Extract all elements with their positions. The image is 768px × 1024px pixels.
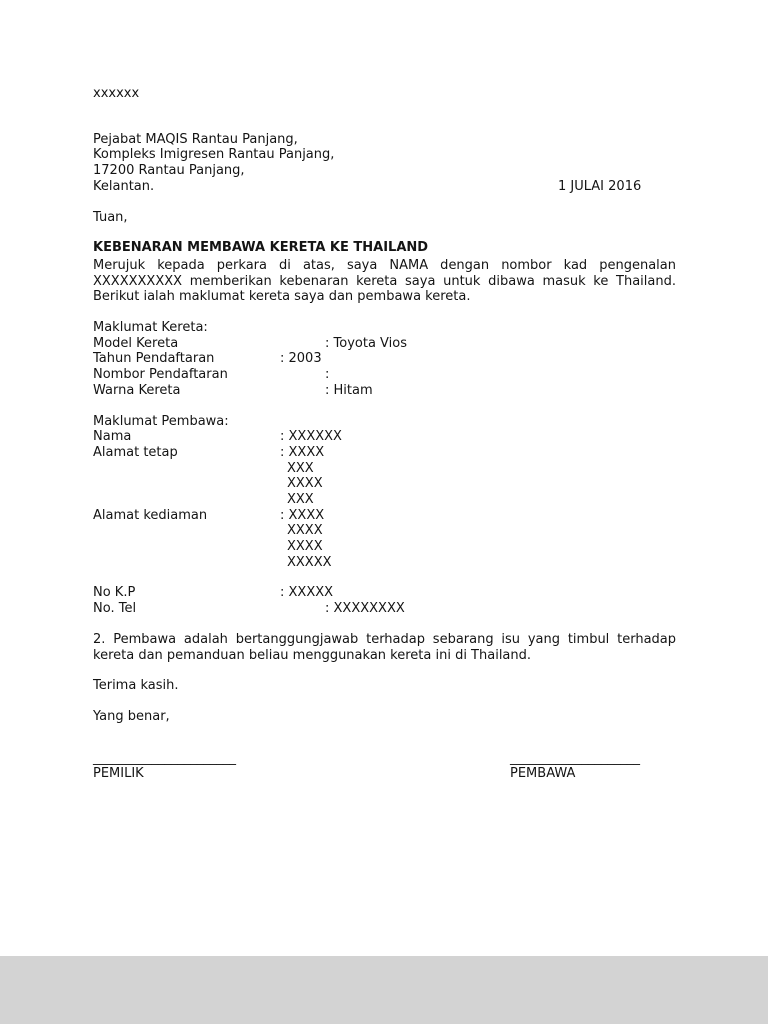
- field-row-nama: [93, 429, 676, 445]
- reference-number: xxxxxx: [93, 86, 140, 101]
- signature-line-owner: ______________________: [93, 750, 236, 766]
- field-value: XXX: [287, 492, 314, 508]
- sign-off-line: Yang benar,: [93, 709, 170, 724]
- field-value: : XXXXXX: [280, 429, 342, 445]
- contact-section: [93, 585, 676, 616]
- field-row-model: [93, 336, 676, 352]
- field-row-nombor: [93, 367, 676, 383]
- kereta-section: [93, 320, 676, 399]
- intro-paragraph: Merujuk kepada perkara di atas, saya NAMA dengan nombor kad pengenalan XXXXXXXXXX memberikan kebenaran kereta saya untuk dibawa masuk ke Thailand. Berikut ialah maklumat kereta saya dan pembawa kereta.: [93, 257, 676, 305]
- sender-address-line: Kelantan.: [93, 178, 155, 194]
- field-row-notel: [93, 601, 676, 617]
- kereta-section-heading: Maklumat Kereta:: [93, 320, 208, 336]
- field-row-continuation: [93, 492, 676, 508]
- field-row-warna: [93, 383, 676, 399]
- field-row-alamat-tetap: [93, 445, 676, 461]
- signature-label-owner: PEMILIK: [93, 766, 144, 782]
- sender-address-line: 17200 Rantau Panjang,: [93, 163, 245, 179]
- signature-label-bearer: PEMBAWA: [510, 766, 576, 782]
- signature-line-bearer: ____________________: [510, 750, 640, 766]
- sender-address-block: [93, 132, 676, 195]
- field-row-continuation: [93, 523, 676, 539]
- field-value: : XXXX: [280, 507, 325, 523]
- salutation: Tuan,: [93, 209, 128, 225]
- field-row-nokp: [93, 585, 676, 601]
- field-label: Tahun Pendaftaran: [93, 351, 215, 367]
- field-value: : 2003: [280, 351, 322, 367]
- field-value: : XXXXX: [280, 585, 334, 601]
- field-label: No K.P: [93, 585, 136, 601]
- field-label: Model Kereta: [93, 335, 179, 351]
- signature-owner: [93, 751, 510, 782]
- field-value: XXXX: [287, 476, 323, 492]
- pembawa-section: [93, 414, 676, 571]
- field-value: : XXXXXXXX: [325, 601, 405, 617]
- signature-row: [93, 751, 676, 782]
- field-row-continuation: [93, 461, 676, 477]
- closing-paragraph: 2. Pembawa adalah bertanggungjawab terhadap sebarang isu yang timbul terhadap kereta dan pemanduan beliau menggunakan kereta ini di Thailand.: [93, 631, 676, 663]
- sender-address-line: Pejabat MAQIS Rantau Panjang,: [93, 131, 298, 147]
- viewer-footer-strip: [0, 956, 768, 1024]
- field-value: XXXXX: [287, 554, 332, 570]
- field-label: Alamat tetap: [93, 444, 178, 460]
- field-label: Nombor Pendaftaran: [93, 367, 228, 383]
- sender-address-dateline: [93, 179, 676, 195]
- thanks-line: Terima kasih.: [93, 678, 179, 694]
- field-value: XXXX: [287, 539, 323, 555]
- field-row-continuation: [93, 476, 676, 492]
- pembawa-section-heading: Maklumat Pembawa:: [93, 413, 229, 429]
- field-row-alamat-kediaman: [93, 508, 676, 524]
- field-value: : Hitam: [325, 382, 373, 398]
- subject-line: KEBENARAN MEMBAWA KERETA KE THAILAND: [93, 240, 429, 256]
- field-label: Warna Kereta: [93, 382, 181, 398]
- sender-address-line: Kompleks Imigresen Rantau Panjang,: [93, 147, 335, 163]
- field-label: No. Tel: [93, 601, 137, 617]
- field-label: Alamat kediaman: [93, 507, 208, 523]
- field-label: Nama: [93, 429, 132, 445]
- field-value: : Toyota Vios: [325, 335, 407, 351]
- field-value: :: [325, 367, 330, 383]
- field-value: XXXX: [287, 523, 323, 539]
- field-value: XXX: [287, 460, 314, 476]
- field-row-continuation: [93, 555, 676, 571]
- field-row-tahun: [93, 351, 676, 367]
- signature-bearer: [510, 751, 640, 782]
- subject-and-intro: [93, 240, 676, 305]
- letter-date: 1 JULAI 2016: [558, 178, 642, 194]
- field-row-continuation: [93, 539, 676, 555]
- field-value: : XXXX: [280, 444, 325, 460]
